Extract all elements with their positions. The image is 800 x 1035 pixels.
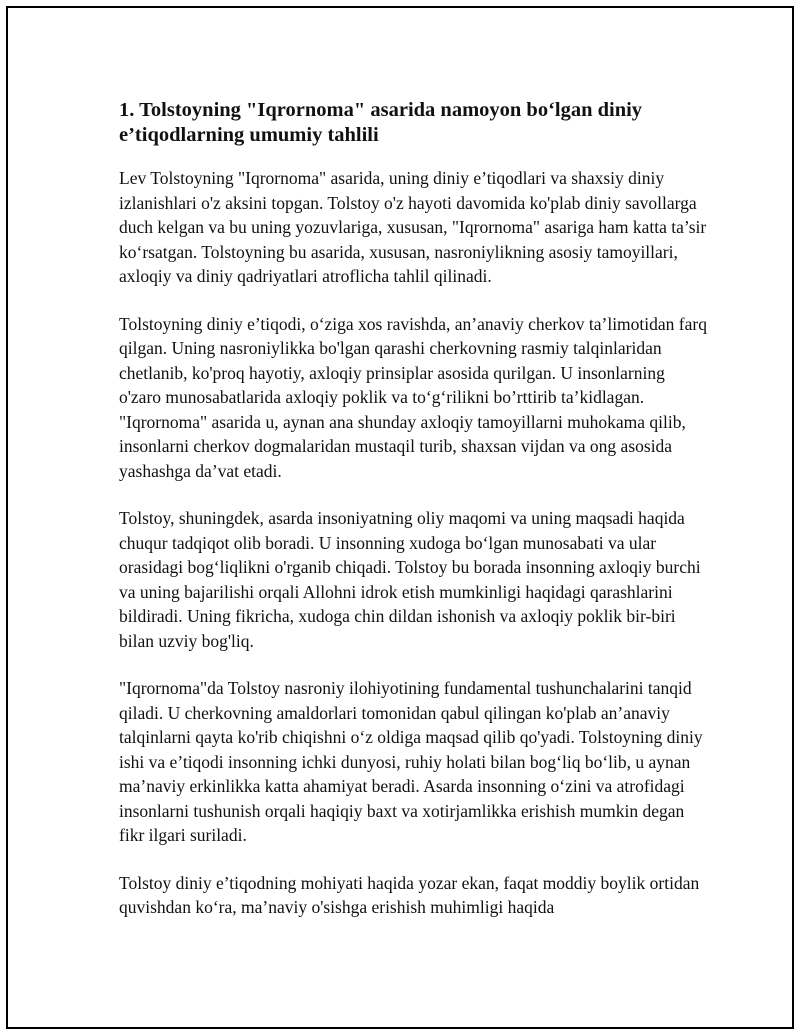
paragraph-3: Tolstoy, shuningdek, asarda insoniyatning oliy maqomi va uning maqsadi haqida chuqur tadqiqot olib boradi. U insonning xudoga bo‘lgan munosabati va ular orasidagi bog‘liqlikni o'rganib chiqadi. Tolstoy bu borada insonning axloqiy burchi va uning bajarilishi orqali Allohni idrok etish mumkinligi haqidagi qarashlarini bildiradi. Uning fikricha, xudoga chin dildan ishonish va axloqiy poklik bir-biri bilan uzviy bog'liq. <box>119 508 701 651</box>
paragraph-2: Tolstoyning diniy e’tiqodi, o‘ziga xos ravishda, an’anaviy cherkov ta’limotidan farq qilgan. Uning nasroniylikka bo'lgan qarashi cherkovning rasmiy talqinlaridan chetlanib, ko'proq hayotiy, axloqiy prinsiplar asosida qurilgan. U insonlarning o'zaro munosabatlarida axloqiy poklik va to‘g‘rilikni bo’rttirib ta’kidlagan. "Iqrornoma" asarida u, aynan ana shunday axloqiy tamoyillarni muhokama qilib, insonlarni cherkov dogmalaridan mustaqil turib, shaxsan vijdan va ong asosida yashashga da’vat etadi. <box>119 313 707 481</box>
paragraph-4: "Iqrornoma"da Tolstoy nasroniy ilohiyotining fundamental tushunchalarini tanqid qiladi. U cherkovning amaldorlari tomonidan qabul qilingan ko'plab an’anaviy talqinlarni qayta ko'rib chiqishni o‘z oldiga maqsad qilib qo'yadi. Tolstoyning diniy ishi va e’tiqodi insonning ichki dunyosi, ruhiy holati bilan bog‘liq bo‘lib, u aynan ma’naviy erkinlikka katta ahamiyat beradi. Asarda insonning o‘zini va atrofidagi insonlarni tushunish orqali haqiqiy baxt va xotirjamlikka erishish mumkin degan fikr ilgari suriladi. <box>119 678 703 845</box>
page-frame <box>6 6 794 1029</box>
section-heading: 1. Tolstoyning "Iqrornoma" asarida namoyon bo‘lgan diniy e’tiqodlarning umumiy tahlili <box>119 99 643 146</box>
paragraph-5: Tolstoy diniy e’tiqodning mohiyati haqida yozar ekan, faqat moddiy boylik ortidan quvishdan ko‘ra, ma’naviy o'sishga erishish muhimligi haqida <box>119 872 700 917</box>
document-body <box>119 98 709 943</box>
paragraph-1: Lev Tolstoyning "Iqrornoma" asarida, uning diniy e’tiqodlari va shaxsiy diniy izlanishlari o'z aksini topgan. Tolstoy o'z hayoti davomida ko'plab diniy savollarga duch kelgan va bu uning yozuvlariga, xususan, "Iqrornoma" asariga ham katta ta’sir ko‘rsatgan. Tolstoyning bu asarida, xususan, nasroniylikning asosiy tamoyillari, axloqiy va diniy qadriyatlari atroflicha tahlil qilinadi. <box>119 168 707 286</box>
